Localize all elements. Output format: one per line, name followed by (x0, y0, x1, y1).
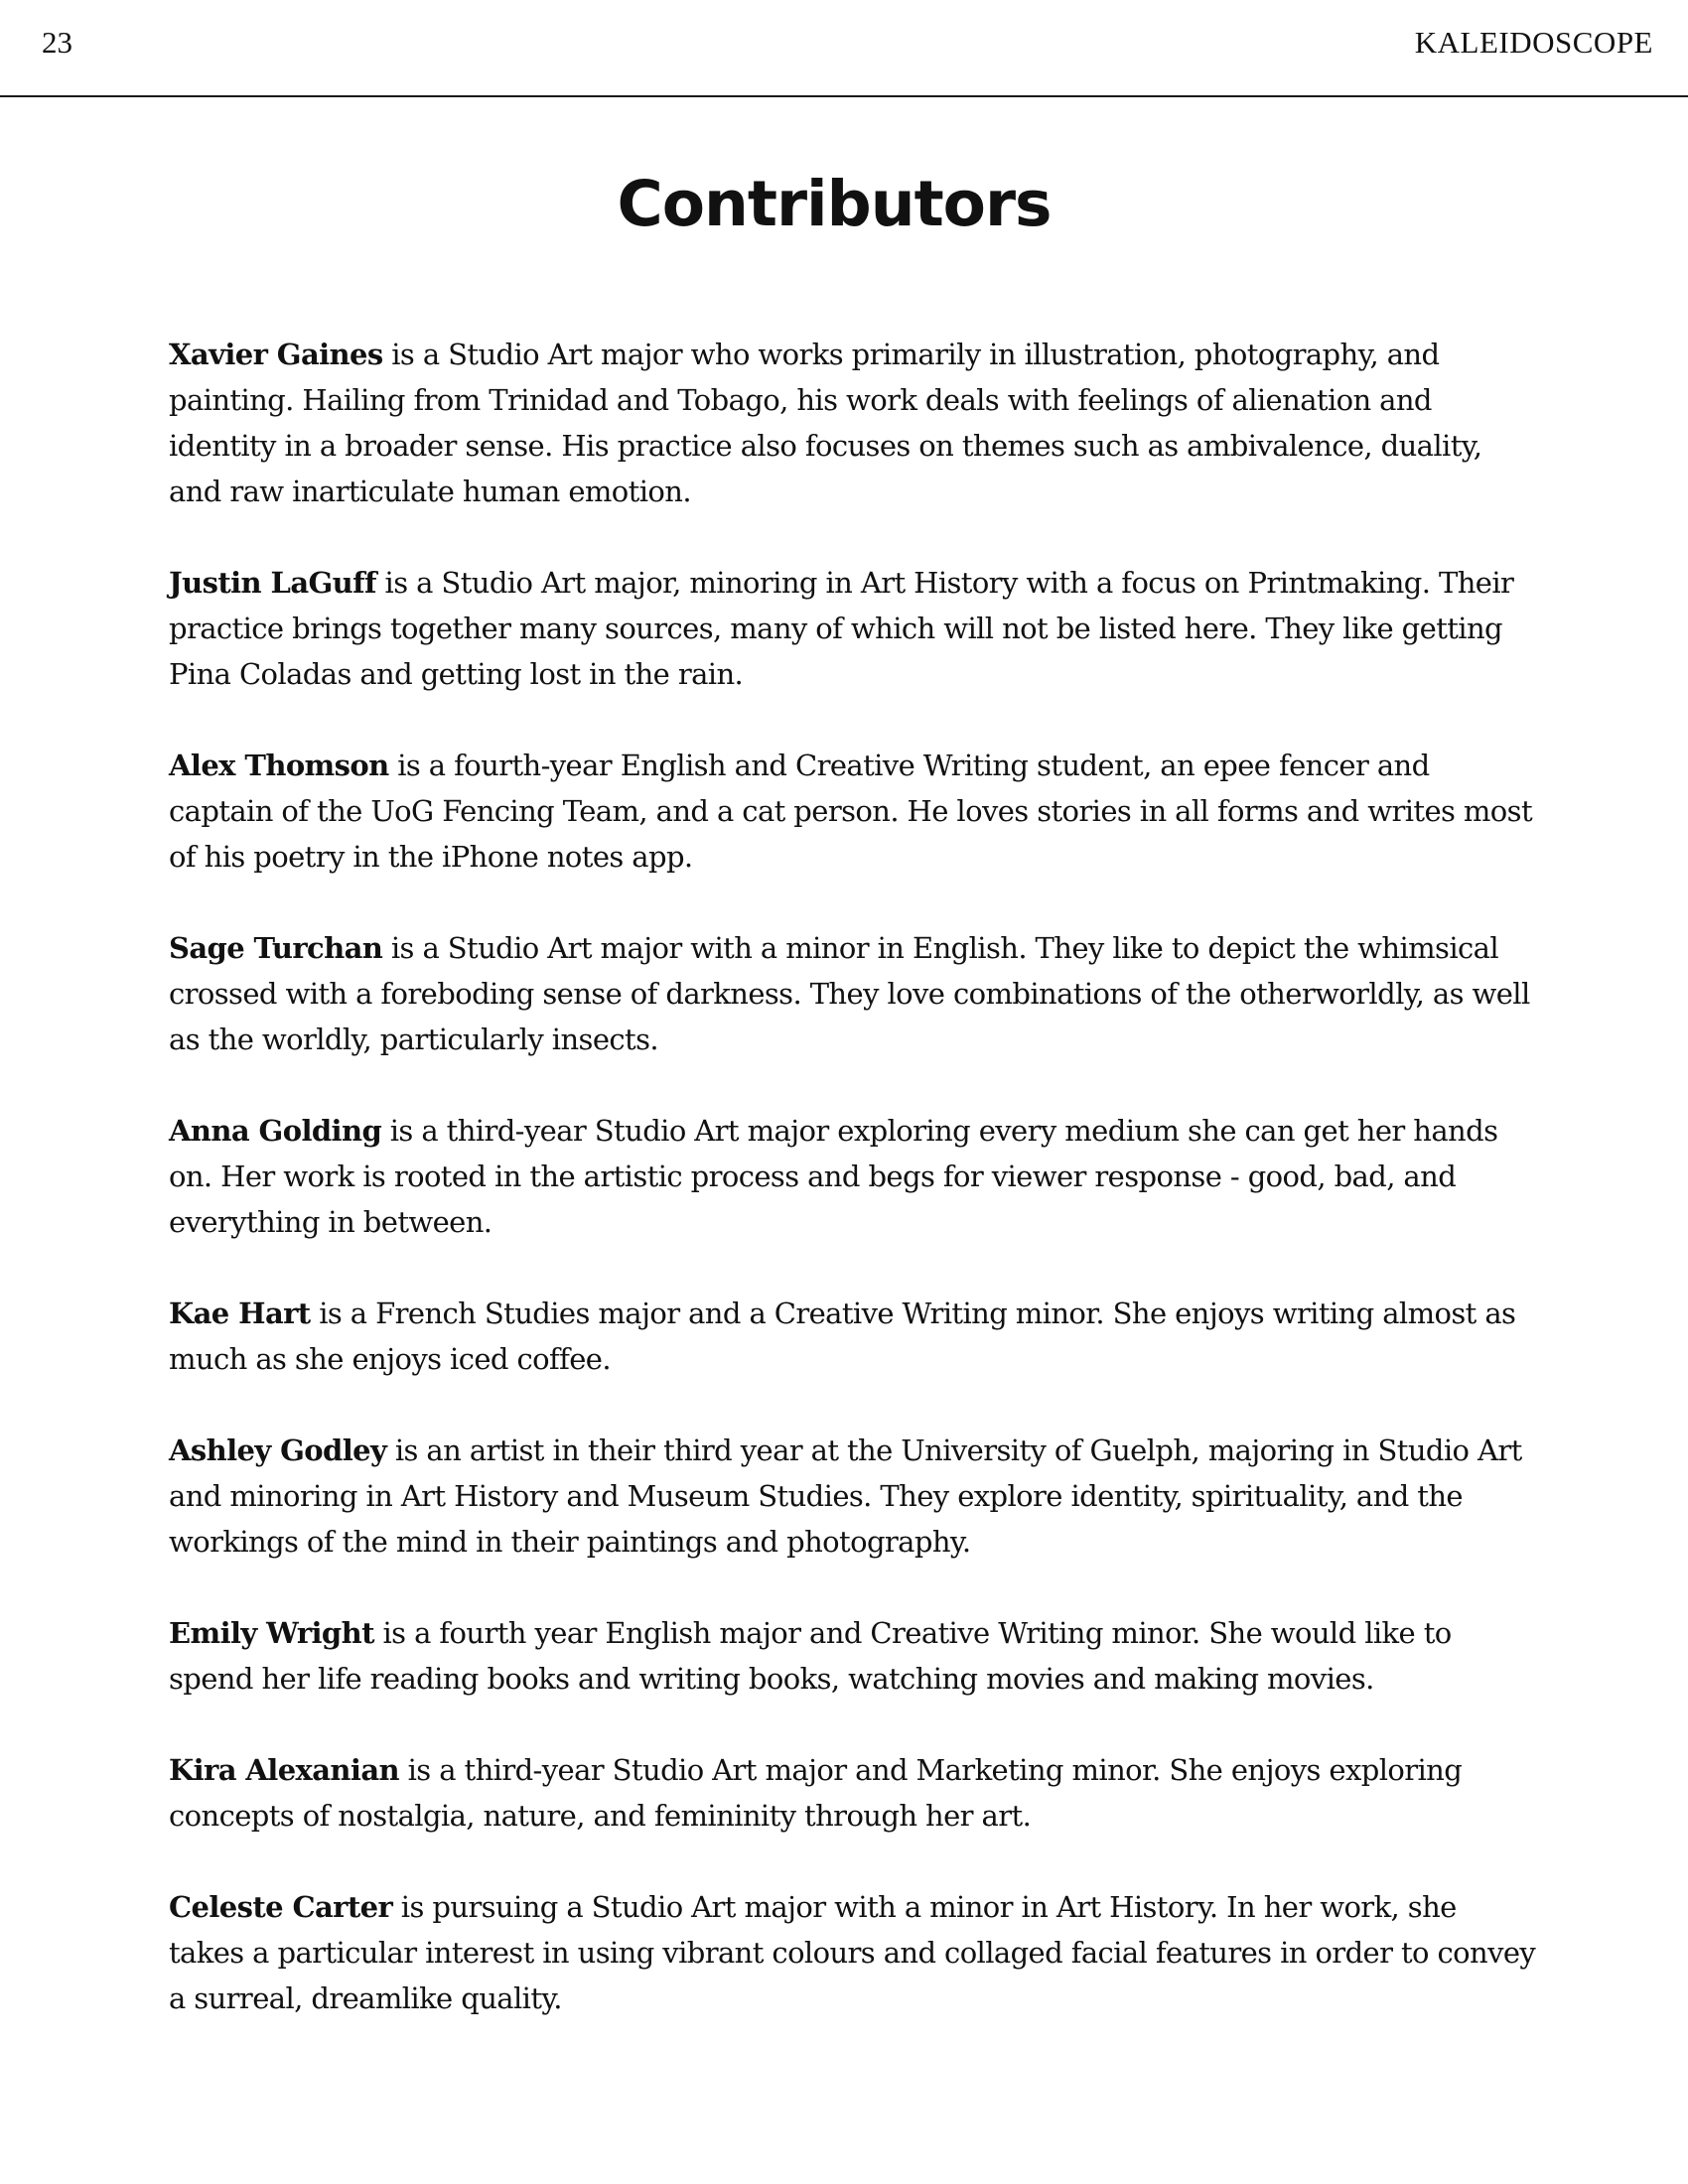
contributor-bio (169, 1428, 1539, 1565)
contributor-name: Kae Hart (169, 1297, 311, 1330)
contributor-description: is a Studio Art major, minoring in Art History with a focus on Printmaking. Their practice brings together many sources, many of which will not be listed here. They like getting Pina Coladas and getting lost in the rain. (169, 566, 1514, 691)
contributor-bio (169, 743, 1539, 880)
contributor-name: Xavier Gaines (169, 338, 383, 371)
contributor-name: Justin LaGuff (169, 566, 376, 600)
contributor-bio (169, 1610, 1539, 1702)
contributor-bio (169, 560, 1539, 697)
contributor-description: is a fourth year English major and Creative Writing minor. She would like to spend her life reading books and writing books, watching movies and making movies. (169, 1616, 1452, 1696)
contributor-description: is a third-year Studio Art major and Marketing minor. She enjoys exploring concepts of nostalgia, nature, and femininity through her art. (169, 1753, 1463, 1833)
contributor-description: is pursuing a Studio Art major with a minor in Art History. In her work, she takes a particular interest in using vibrant colours and collaged facial features in order to convey a surreal, dreamlike quality. (169, 1890, 1536, 2015)
contributor-bio (169, 1884, 1539, 2021)
contributor-description: is a Studio Art major who works primarily in illustration, photography, and painting. Hailing from Trinidad and Tobago, his work deals with feelings of alienation and identity in a broader sense. His practice also focuses on themes such as ambivalence, duality, and raw inarticulate human emotion. (169, 338, 1482, 508)
running-header (0, 0, 1688, 97)
page-number: 23 (42, 25, 72, 60)
contributor-bio (169, 1108, 1539, 1245)
contributor-description: is a French Studies major and a Creative Writing minor. She enjoys writing almost as much as she enjoys iced coffee. (169, 1297, 1516, 1376)
contributor-list (169, 332, 1539, 2067)
contributor-name: Celeste Carter (169, 1890, 393, 1924)
contributor-bio (169, 925, 1539, 1062)
contributor-description: is an artist in their third year at the University of Guelph, majoring in Studio Art and minoring in Art History and Museum Studies. They explore identity, spirituality, and the workings of the mind in their paintings and photography. (169, 1433, 1522, 1559)
contributor-bio (169, 1291, 1539, 1382)
contributor-description: is a third-year Studio Art major exploring every medium she can get her hands on. Her work is rooted in the artistic process and begs for viewer response - good, bad, and everything in between. (169, 1114, 1498, 1239)
contributor-bio (169, 332, 1539, 514)
page-title: Contributors (617, 168, 1052, 240)
contributor-name: Kira Alexanian (169, 1753, 400, 1787)
contributor-description: is a fourth-year English and Creative Writing student, an epee fencer and captain of the UoG Fencing Team, and a cat person. He loves stories in all forms and writes most of his poetry in the iPhone notes app. (169, 749, 1533, 874)
contributor-name: Emily Wright (169, 1616, 374, 1650)
contributor-name: Anna Golding (169, 1114, 382, 1148)
contributor-bio (169, 1747, 1539, 1839)
journal-name: KALEIDOSCOPE (1414, 25, 1653, 60)
contributor-name: Sage Turchan (169, 931, 383, 965)
contributor-description: is a Studio Art major with a minor in English. They like to depict the whimsical crossed with a foreboding sense of darkness. They love combinations of the otherworldly, as well as the worldly, particularly insects. (169, 931, 1530, 1056)
contributor-name: Ashley Godley (169, 1433, 387, 1467)
contributor-name: Alex Thomson (169, 749, 389, 782)
